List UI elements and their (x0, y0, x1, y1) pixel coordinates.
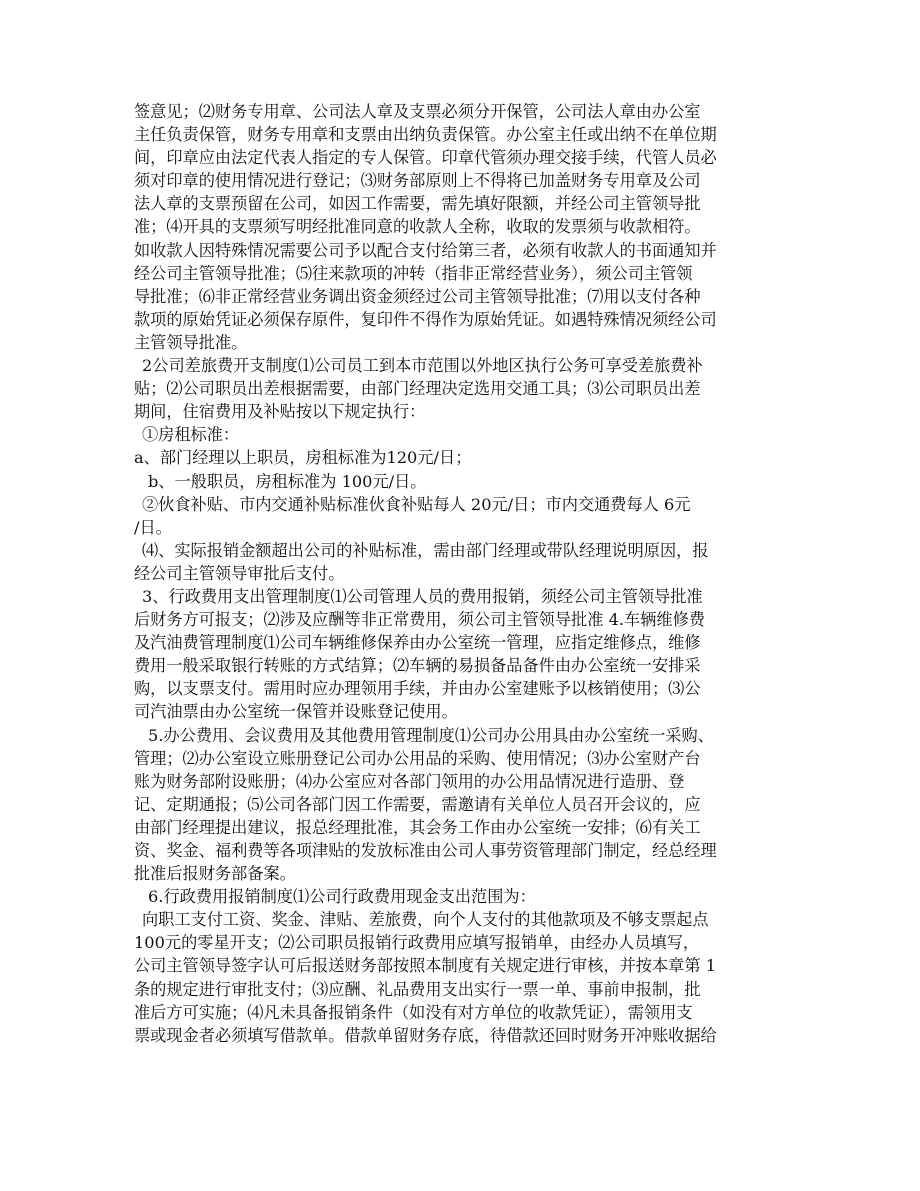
text-line: a、部门经理以上职员，房租标准为120元/日； (134, 448, 472, 468)
section-heading-line: 2公司差旅费开支制度⑴公司员工到本市范围以外地区执行公务可享受差旅费补 (142, 356, 703, 376)
text-line: 主任负责保管，财务专用章和支票由出纳负责保管。办公室主任或出纳不在单位期 (134, 125, 717, 145)
text-line: 记、定期通报；⑸公司各部门因工作需要，需邀请有关单位人员召开会议的，应 (134, 794, 701, 814)
text-line: 期间，住宿费用及补贴按以下规定执行： (134, 402, 426, 422)
text-line: 法人章的支票预留在公司，如因工作需要，需先填好限额，并经公司主管领导批 (134, 194, 701, 214)
text-line: 导批准；⑹非正常经营业务调出资金须经过公司主管领导批准；⑺用以支付各种 (134, 286, 701, 306)
section-heading-line: 6.行政费用报销制度⑴公司行政费用现金支出范围为： (148, 887, 536, 907)
text-line: ⑷、实际报销金额超出公司的补贴标准，需由部门经理或带队经理说明原因，报 (142, 540, 709, 560)
text-line: 向职工支付工资、奖金、津贴、差旅费，向个人支付的其他款项及不够支票起点 (142, 910, 709, 930)
text-line: 准；⑷开具的支票须写明经批准同意的收款人全称，收取的发票须与收款相符。 (134, 217, 701, 237)
text-line: 经公司主管领导审批后支付。 (134, 563, 345, 583)
text-line: 资、奖金、福利费等各项津贴的发放标准由公司人事劳资管理部门制定，经总经理 (134, 841, 717, 860)
text-line (134, 1047, 789, 1070)
text-line: /日。 (134, 517, 172, 537)
text-line: 费用一般采取银行转账的方式结算；⑵车辆的易损备品备件由办公室统一安排采 (134, 656, 701, 676)
section-heading-line: 5.办公费用、会议费用及其他费用管理制度⑴公司办公用具由办公室统一采购、 (148, 725, 714, 745)
document-body (134, 100, 789, 1070)
text-line: 经公司主管领导批准；⑸往来款项的冲转（指非正常经营业务），须公司主管领 (134, 263, 693, 283)
text-line: 须对印章的使用情况进行登记；⑶财务部原则上不得将已加盖财务专用章及公司 (134, 171, 701, 191)
text-line: 间，印章应由法定代表人指定的专人保管。印章代管须办理交接手续，代管人员必 (134, 148, 717, 168)
text-line: ①房租标准： (142, 425, 240, 445)
text-line: 及汽油费管理制度⑴公司车辆维修保养由办公室统一管理，应指定维修点，维修 (134, 633, 701, 653)
text-line: 后财务方可报支；⑵涉及应酬等非正常费用，须公司主管领导批准 4.车辆维修费 (134, 610, 705, 630)
text-line: 主管领导批准。 (134, 332, 248, 352)
text-line: 批准后报财务部备案。 (134, 864, 296, 884)
text-line: 款项的原始凭证必须保存原件，复印件不得作为原始凭证。如遇特殊情况须经公司 (134, 309, 717, 329)
text-line: 账为财务部附设账册；⑷办公室应对各部门领用的办公用品情况进行造册、登 (134, 771, 685, 791)
text-line: 司汽油票由办公室统一保管并设账登记使用。 (134, 702, 458, 722)
text-line: 票或现金者必须填写借款单。借款单留财务存底，待借款还回时财务开冲账收据给 (134, 1025, 717, 1045)
text-line: 签意见；⑵财务专用章、公司法人章及支票必须分开保管，公司法人章由办公室 (134, 102, 701, 121)
text-line: 条的规定进行审批支付；⑶应酬、礼品费用支出实行一票一单、事前申报制，批 (134, 979, 701, 999)
text-line: 公司主管领导签字认可后报送财务部按照本制度有关规定进行审核，并按本章第 1 (134, 956, 717, 976)
text-line: b、一般职员，房租标准为 100元/日。 (148, 471, 427, 491)
text-line: 贴；⑵公司职员出差根据需要，由部门经理决定选用交通工具；⑶公司职员出差 (134, 379, 701, 399)
text-line: 管理；⑵办公室设立账册登记公司办公用品的采购、使用情况；⑶办公室财产台 (134, 748, 701, 768)
section-heading-line: 3、行政费用支出管理制度⑴公司管理人员的费用报销，须经公司主管领导批准 (142, 586, 703, 606)
text-line: 购，以支票支付。需用时应办理领用手续，并由办公室建账予以核销使用；⑶公 (134, 679, 701, 699)
text-line: 由部门经理提出建议，报总经理批准，其会务工作由办公室统一安排；⑹有关工 (134, 817, 701, 837)
text-line: 准后方可实施；⑷凡未具备报销条件（如没有对方单位的收款凭证），需领用支 (134, 1002, 693, 1022)
text-line: ②伙食补贴、市内交通补贴标准伙食补贴每人 20元/日；市内交通费每人 6元 (142, 494, 691, 514)
text-line: 如收款人因特殊情况需要公司予以配合支付给第三者，必须有收款人的书面通知并 (134, 240, 717, 260)
text-line: 100元的零星开支；⑵公司职员报销行政费用应填写报销单，由经办人员填写， (134, 933, 700, 953)
